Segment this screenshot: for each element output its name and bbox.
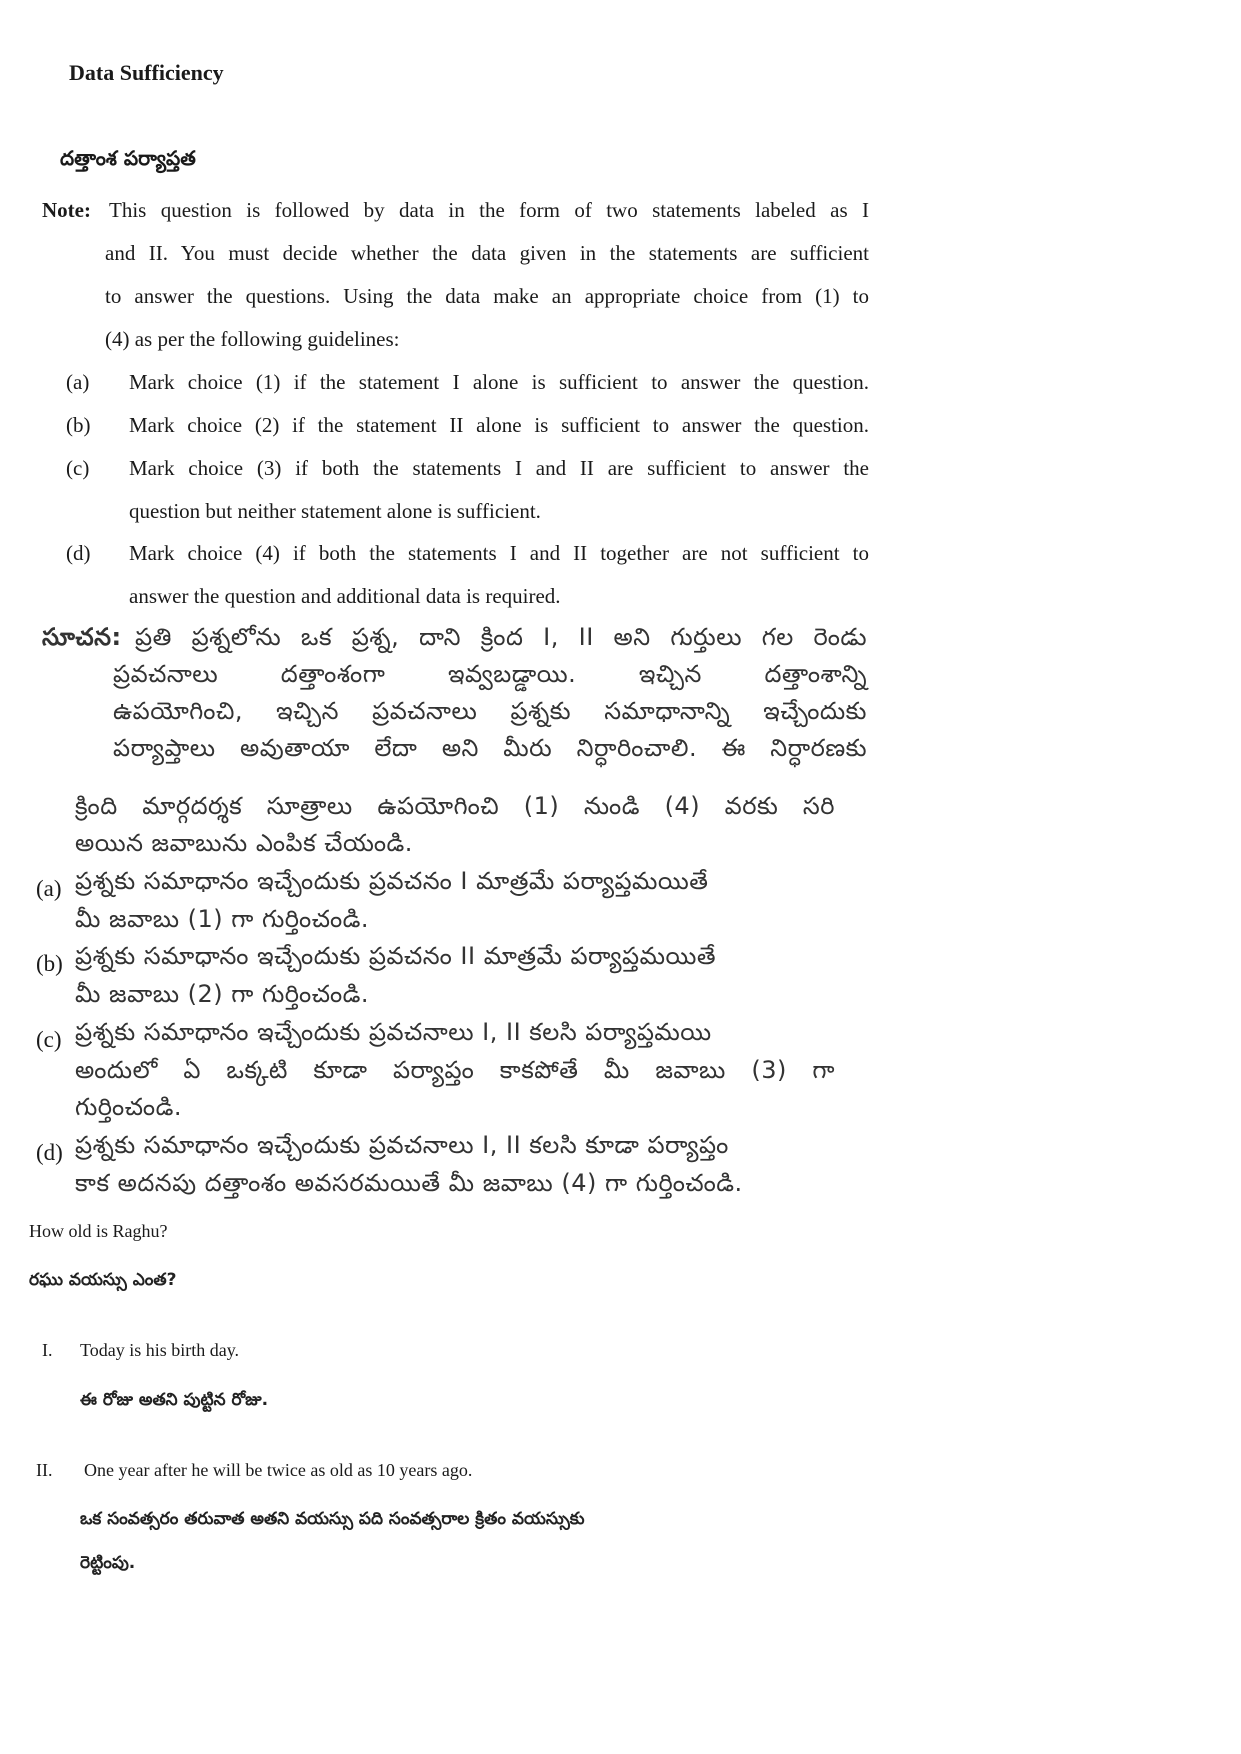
statement-2-text: One year after he will be twice as old as 10 years ago. (84, 1460, 473, 1480)
note-telugu-line-5: క్రింది మార్గదర్శక సూత్రాలు ఉపయోగించి (1) నుండి (4) వరకు సరి (75, 792, 835, 820)
option-c-line-1: Mark choice (3) if both the statements I and II are sufficient to answer the (129, 456, 869, 480)
option-te-b-line-2: మీ జవాబు (2) గా గుర్తించండి. (75, 980, 369, 1008)
note-telugu-label: సూచన: (42, 623, 122, 651)
option-c-line-2: question but neither statement alone is sufficient. (129, 499, 541, 523)
option-te-c-line-1: ప్రశ్నకు సమాధానం ఇచ్చేందుకు ప్రవచనాలు I, II కలసి పర్యాప్తమయి (75, 1018, 712, 1046)
option-d-label: (d) (66, 541, 91, 565)
statement-1-telugu: ఈ రోజు అతని పుట్టిన రోజు. (80, 1390, 269, 1410)
note-telugu-line-1: ప్రతి ప్రశ్నలోను ఒక ప్రశ్న, దాని క్రింద I, II అని గుర్తులు గల రెండు (135, 623, 867, 651)
note-line-1: This question is followed by data in the form of two statements labeled as I (109, 198, 869, 222)
note-line-2: and II. You must decide whether the data given in the statements are sufficient (105, 241, 869, 265)
note-telugu-line-3: ఉపయోగించి, ఇచ్చిన ప్రవచనాలు ప్రశ్నకు సమాధానాన్ని ఇచ్చేందుకు (113, 697, 867, 725)
option-c-label: (c) (66, 456, 90, 480)
statement-2-telugu-line-1: ఒక సంవత్సరం తరువాత అతని వయస్సు పది సంవత్సరాల క్రితం వయస్సుకు (80, 1509, 585, 1529)
statement-2-label: II. (36, 1460, 53, 1480)
page-title-telugu: దత్తాంశ పర్యాప్తత (60, 146, 196, 170)
option-a-label: (a) (66, 370, 90, 394)
statement-1-text: Today is his birth day. (80, 1340, 240, 1360)
question-text: How old is Raghu? (29, 1221, 168, 1241)
option-te-a-line-1: ప్రశ్నకు సమాధానం ఇచ్చేందుకు ప్రవచనం I మాత్రమే పర్యాప్తమయితే (75, 867, 709, 895)
note-line-3: to answer the questions. Using the data make an appropriate choice from (1) to (105, 284, 869, 308)
question-text-telugu: రఘు వయస్సు ఎంత? (29, 1270, 177, 1290)
option-te-d-label: (d) (36, 1140, 63, 1165)
option-te-d-line-2: కాక అదనపు దత్తాంశం అవసరమయితే మీ జవాబు (4) గా గుర్తించండి. (75, 1169, 743, 1197)
option-te-a-line-2: మీ జవాబు (1) గా గుర్తించండి. (75, 905, 369, 933)
option-b-label: (b) (66, 413, 91, 437)
option-d-line-1: Mark choice (4) if both the statements I and II together are not sufficient to (129, 541, 869, 565)
note-telugu-line-2: ప్రవచనాలు దత్తాంశంగా ఇవ్వబడ్డాయి. ఇచ్చిన దత్తాంశాన్ని (113, 660, 867, 688)
note-telugu-line-6: అయిన జవాబును ఎంపిక చేయండి. (75, 829, 413, 857)
option-te-c-line-2: అందులో ఏ ఒక్కటి కూడా పర్యాప్తం కాకపోతే మీ జవాబు (3) గా (75, 1056, 835, 1084)
option-te-a-label: (a) (36, 876, 62, 901)
option-te-c-line-3: గుర్తించండి. (75, 1093, 182, 1121)
option-d-line-2: answer the question and additional data is required. (129, 584, 561, 608)
option-te-c-label: (c) (36, 1027, 62, 1052)
note-line-4: (4) as per the following guidelines: (105, 327, 400, 351)
option-te-b-line-1: ప్రశ్నకు సమాధానం ఇచ్చేందుకు ప్రవచనం II మాత్రమే పర్యాప్తమయితే (75, 942, 717, 970)
option-te-b-label: (b) (36, 951, 63, 976)
option-a-line-1: Mark choice (1) if the statement I alone is sufficient to answer the question. (129, 370, 869, 394)
page-title: Data Sufficiency (69, 60, 224, 85)
statement-1-label: I. (42, 1340, 53, 1360)
note-label-bold: Note: (42, 198, 91, 222)
option-te-d-line-1: ప్రశ్నకు సమాధానం ఇచ్చేందుకు ప్రవచనాలు I, II కలసి కూడా పర్యాప్తం (75, 1131, 729, 1159)
note-telugu-line-4: పర్యాప్తాలు అవుతాయా లేదా అని మీరు నిర్ధారించాలి. ఈ నిర్ధారణకు (113, 734, 867, 762)
option-b-line-1: Mark choice (2) if the statement II alone is sufficient to answer the question. (129, 413, 869, 437)
statement-2-telugu-line-2: రెట్టింపు. (80, 1553, 136, 1573)
